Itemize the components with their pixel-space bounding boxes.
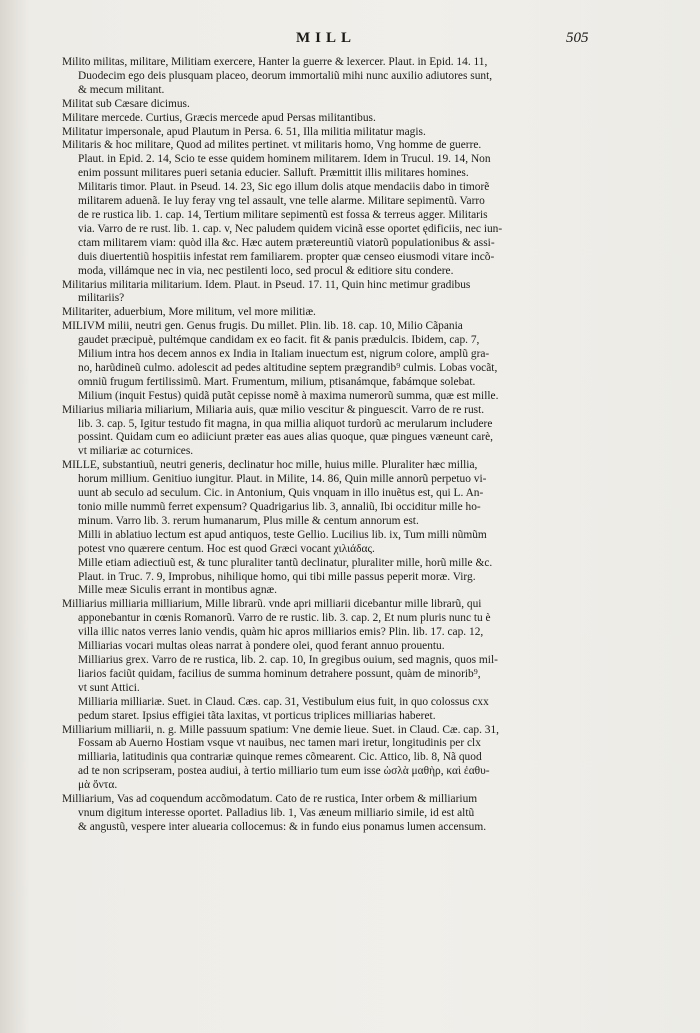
entry-line: minum. Varro lib. 3. rerum humanarum, Plus mille & centum annorum est. <box>78 514 419 527</box>
entry-line: horum millium. Genitiuo iungitur. Plaut. in Milite, 14. 86, Quin mille annorũ perpetuo vi- <box>78 473 487 486</box>
entry-line: pedum staret. Ipsius effigiei tãta laxitas, vt porticus triplices milliarias haberet. <box>78 709 436 722</box>
entry-line: Militarius militaria militarium. Idem. Plaut. in Pseud. 17. 11, Quin hinc metimur gradibus <box>62 278 471 291</box>
entry-line: milliaria, latitudinis qua contrariæ quinque remes cõmearent. Cic. Attico, lib. 8, Nã quod <box>78 751 482 764</box>
entry-line: Milliarium milliarii, n. g. Mille passuum spatium: Vne demie lieue. Suet. in Claud. Cæ. cap. 31, <box>62 723 500 736</box>
entry-line: Fossam ab Auerno Hostiam vsque vt nauibus, nec tamen mari iretur, longitudinis per clx <box>78 737 481 750</box>
entry-line: tonio mille nummũ ferret expensum? Quadrigarius lib. 3, annaliũ, Ibi occiditur mille ho- <box>78 501 481 513</box>
entry-line: omniũ frugum fertilissimũ. Mart. Frumentum, milium, ptisanámque, fabámque solebat. <box>78 375 476 388</box>
entry-line: ctam militarem viam: quòd illa &c. Hæc autem prætereuntiũ viatorũ populationibus & assi- <box>78 236 495 249</box>
page-header <box>0 30 700 52</box>
dictionary-entry <box>62 404 582 460</box>
entry-line: ad te non scripseram, postea audiui, à tertio milliario tum eum isse ὡσλὰ μαθὴρ, καὶ ἐαθυ- <box>78 765 490 778</box>
entry-line: militariis? <box>78 292 125 305</box>
entry-line: uunt ab seculo ad seculum. Cic. in Antonium, Quis vnquam in illo inuẽtus est, qui L. An- <box>78 487 484 500</box>
entry-line: Militaris timor. Plaut. in Pseud. 14. 23, Sic ego illum dolis atque mendaciis dabo in timorẽ <box>78 181 490 194</box>
dictionary-entry <box>62 279 582 307</box>
entry-line: Militat sub Cæsare dicimus. <box>62 97 190 110</box>
entry-line: possint. Quidam cum eo adiiciunt præter eas aues alias quoque, quæ pingues væneunt carè, <box>78 431 494 444</box>
entry-line: gaudet præcipuè, pultémque candidam ex eo facit. fit & panis prædulcis. Ibidem, cap. 7, <box>78 334 480 347</box>
entry-line: apponebantur in cœnis Romanorũ. Varro de re rustic. lib. 3. cap. 2, Et num pluris nunc tu è <box>78 612 491 625</box>
dictionary-entry <box>62 139 582 278</box>
entry-line: Milliarias vocari multas oleas narrat à pondere olei, quod ferant annuo prouentu. <box>78 640 445 653</box>
dictionary-entry <box>62 98 582 112</box>
entry-line: Duodecim ego deis plusquam placeo, deorum immortaliũ mihi nunc auxilio adiutores sunt, <box>78 69 493 82</box>
entry-line: Mille etiam adiectiuũ est, & tunc pluraliter tantũ declinatur, pluraliter mille, horũ mille &c. <box>78 556 493 569</box>
entry-line: liarios faciũt quidam, facilius de summa hominum detrahere possunt, quàm de minorib⁹, <box>78 667 481 680</box>
entry-line: Milli in ablatiuo lectum est apud antiquos, teste Gellio. Lucilius lib. ix, Tum milli nũmũm <box>78 528 487 541</box>
dictionary-entry <box>62 126 582 140</box>
dictionary-entry <box>62 529 582 557</box>
entry-line: MILLE, substantiuũ, neutri generis, declinatur hoc mille, huius mille. Pluraliter hæc millia, <box>62 459 478 472</box>
entry-line: Milium (inquit Festus) quidã putãt cepisse nomẽ à maxima numerorũ summa, quæ est mille. <box>78 389 499 402</box>
dictionary-entry <box>62 793 582 835</box>
entry-line: potest vno quærere centum. Hoc est quod Græci vocant χιλιάδας. <box>78 542 375 555</box>
entry-line: Miliarius miliaria miliarium, Miliaria auis, quæ milio vescitur & pinguescit. Varro de re rust. <box>62 403 485 416</box>
entry-line: villa illic natos verres lanio vendis, quàm hic apros milliarios emis? Plin. lib. 17. cap. 12, <box>78 626 484 639</box>
dictionary-text <box>62 56 582 835</box>
entry-line: duis diuertentiũ hospitiis infestat rem familiarem. propter quæ censeo eiusmodi vitare incõ- <box>78 250 495 263</box>
entry-line: vt miliariæ ac coturnices. <box>78 445 194 458</box>
entry-line: Militare mercede. Curtius, Græcis mercede apud Persas militantibus. <box>62 111 376 124</box>
dictionary-entry <box>62 112 582 126</box>
entry-line: vnum digitum interesse oportet. Palladius lib. 1, Vas æneum milliario simile, id est altũ <box>78 806 475 819</box>
entry-line: vt sunt Attici. <box>78 681 140 694</box>
entry-line: & mecum militant. <box>78 83 165 96</box>
dictionary-entry <box>62 306 582 320</box>
entry-line: moda, villámque nec in via, nec pestilenti loco, sed procul & editiore situ condere. <box>78 264 454 277</box>
entry-line: militarem aduenã. Ie luy feray vng tel assault, vne telle alarme. Militare sepimentũ. Varro <box>78 195 485 208</box>
dictionary-entry <box>62 598 582 654</box>
entry-line: Plaut. in Truc. 7. 9, Improbus, nihilique homo, qui tibi mille passus peperit moræ. Virg. <box>78 570 476 583</box>
dictionary-entry <box>62 724 582 794</box>
entry-line: enim possunt militares pueri setania educier. Salluft. Præmittit illis militares homines. <box>78 167 469 180</box>
entry-line: Milito militas, militare, Militiam exercere, Hanter la guerre & lexercer. Plaut. in Epid. 14. 11, <box>62 56 488 68</box>
dictionary-entry <box>62 320 582 403</box>
entry-line: no, harũdineũ culmo. adolescit ad pedes altitudine septem prægrandib⁹ culmis. Lobas vocãt, <box>78 361 498 374</box>
dictionary-entry <box>62 459 582 529</box>
entry-line: Militariter, aduerbium, More militum, vel more militiæ. <box>62 306 316 319</box>
entry-line: Milliarium, Vas ad coquendum accõmodatum. Cato de re rustica, Inter orbem & milliarium <box>62 793 478 806</box>
entry-line: Milliarius grex. Varro de re rustica, lib. 2. cap. 10, In gregibus ouium, sed magnis, quos mil- <box>78 653 498 666</box>
entry-line: Milliaria milliariæ. Suet. in Claud. Cæs. cap. 31, Vestibulum eius fuit, in quo colossus cxx <box>78 695 489 708</box>
entry-line: Militatur impersonale, apud Plautum in Persa. 6. 51, Illa militia militatur magis. <box>62 125 426 138</box>
entry-line: MILIVM milii, neutri gen. Genus frugis. Du millet. Plin. lib. 18. cap. 10, Milio Cãpania <box>62 320 463 333</box>
entry-line: via. Varro de re rust. lib. 1. cap. v, Nec paludem quidem vicinã esse oportet ędificiis, nec iun- <box>78 222 503 235</box>
dictionary-entry <box>62 557 582 599</box>
entry-line: & angustũ, vespere inter aluearia collocemus: & in fundo eius ponamus lumen accensum. <box>78 820 487 833</box>
page-number: 505 <box>566 30 589 46</box>
dictionary-entry <box>62 56 582 98</box>
entry-line: Mille meæ Siculis errant in montibus agnæ. <box>78 584 278 597</box>
entry-line: lib. 3. cap. 5, Igitur testudo fit magna, in qua millia aliquot turdorũ ac merularum includere <box>78 417 493 430</box>
entry-line: μὰ ὄντα. <box>78 779 118 792</box>
running-head: MILL <box>296 30 357 46</box>
dictionary-entry <box>62 696 582 724</box>
entry-line: de re rustica lib. 1. cap. 14, Tertium militare sepimentũ est fossa & terreus agger. Militaris <box>78 208 488 221</box>
entry-line: Plaut. in Epid. 2. 14, Scio te esse quidem hominem militarem. Idem in Trucul. 19. 14, Non <box>78 153 491 166</box>
dictionary-entry <box>62 654 582 696</box>
entry-line: Milium intra hos decem annos ex India in Italiam inuectum est, nigrum colore, amplũ gra- <box>78 348 490 361</box>
entry-line: Militaris & hoc militare, Quod ad milites pertinet. vt militaris homo, Vng homme de guerre. <box>62 139 482 152</box>
entry-line: Milliarius milliaria milliarium, Mille librarũ. vnde apri milliarii dicebantur mille librarũ, qui <box>62 598 482 611</box>
